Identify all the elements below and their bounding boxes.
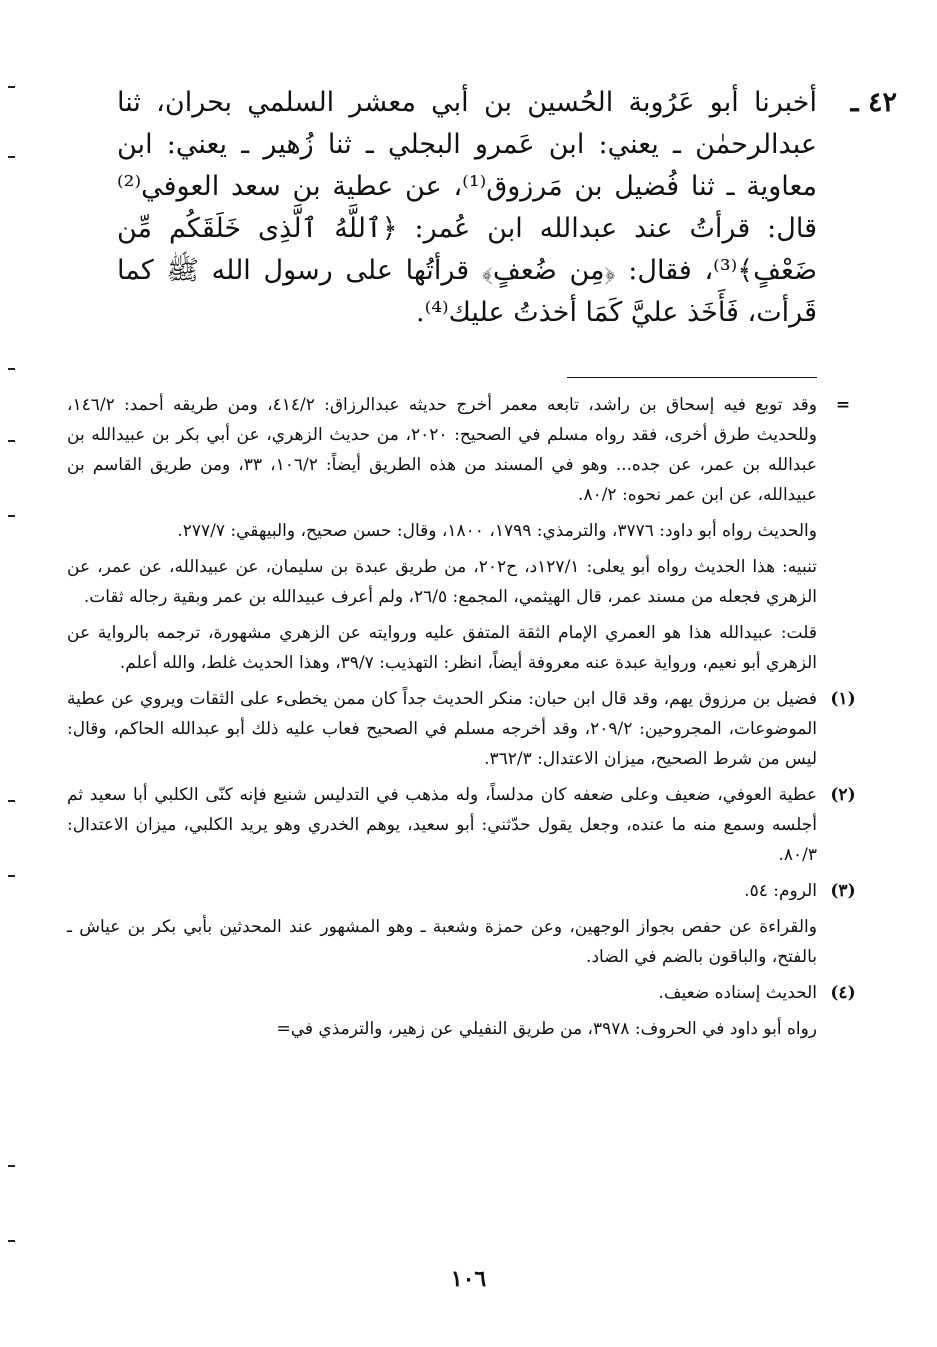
footnote-text: الحديث إسناده ضعيف.: [658, 983, 817, 1003]
footnote-text: عطية العوفي، ضعيف وعلى ضعفه كان مدلساً، وله مذهب في التدليس شنيع فإنه كنّى الكلبي أبا سعيد ثم أجلسه وسمع منه ما عنده، وجعل يقول حدّثني: أبو سعيد، يوهم الخدري وهو يريد الكلبي، ميزان الاعتدال: ٨٠/٣.: [67, 785, 817, 865]
footnote-text: الروم: ٥٤.: [744, 881, 817, 901]
footnote-number: (٣): [830, 881, 856, 901]
footnote-number: (٢): [830, 785, 856, 805]
margin-mark: [8, 875, 15, 877]
footnote-continuation: [67, 390, 851, 510]
footnote-text: رواه أبو داود في الحروف: ٣٩٧٨، من طريق النفيلي عن زهير، والترمذي في=: [276, 1019, 817, 1039]
footnote-paragraph: [67, 1014, 817, 1044]
footnote-paragraph: [67, 552, 817, 612]
footnote-text: والقراءة عن حفص بجواز الوجهين، وعن حمزة وشعبة ـ وهو المشهور عند المحدثين بأبي بكر بن عياش ـ بالفتح، والباقون بالضم في الضاد.: [67, 917, 817, 967]
hadith-paragraph: [117, 82, 897, 334]
footnote-number: =: [835, 395, 851, 415]
footnote-paragraph: [67, 618, 817, 678]
footnote-2: [67, 780, 856, 870]
margin-mark: [8, 1240, 15, 1242]
margin-mark: [8, 440, 15, 442]
hadith-number: ٤٢ ـ: [850, 87, 897, 118]
margin-mark: [8, 800, 15, 802]
margin-mark: [8, 515, 15, 517]
margin-mark: [8, 1165, 15, 1167]
footnote-text: فضيل بن مرزوق يهم، وقد قال ابن حبان: منكر الحديث جداً كان ممن يخطىء على الثقات ويروي عن عطية الموضوعات، المجروحين: ٢٠٩/٢، وقد أخرجه مسلم في الصحيح فعاب عليه ذلك أبو عبدالله الحاكم، وقال: ليس من شرط الصحيح، ميزان الاعتدال: ٣٦٢/٣.: [67, 689, 817, 769]
margin-mark: [8, 368, 15, 370]
footnote-text: وقد توبع فيه إسحاق بن راشد، تابعه معمر أخرج حديثه عبدالرزاق: ٤١٤/٢، ومن طريقه أحمد: ١٤٦/٢، وللحديث طرق أخرى، فقد رواه مسلم في الصحيح: ٢٠٢٠، من حديث الزهري، عن أبي بكر بن عبيدالله بن عبدالله بن عمر، عن جده... وهو في المسند من هذه الطريق أيضاً: ١٠٦/٢، ٣٣، ومن طريق القاسم بن عبيدالله، عن ابن عمر نحوه: ٨٠/٢.: [67, 395, 817, 505]
footnote-paragraph: [67, 516, 817, 546]
footnote-text: قلت: عبيدالله هذا هو العمري الإمام الثقة المتفق عليه وروايته عن الزهري مشهورة، ترجمه بالرواية عن الزهري أبو نعيم، ورواية عبدة عنه معروفة أيضاً، انظر: التهذيب: ٣٩/٧، وهذا الحديث غلط، والله أعلم.: [67, 623, 817, 673]
footnote-text: والحديث رواه أبو داود: ٣٧٧٦، والترمذي: ١٧٩٩، ١٨٠٠، وقال: حسن صحيح، والبيهقي: ٢٧٧/٧.: [177, 521, 817, 541]
footnote-number: (٤): [830, 983, 856, 1003]
hadith-text: أخبرنا أبو عَرُوبة الحُسين بن أبي معشر السلمي بحران، ثنا عبدالرحمٰن ـ يعني: ابن عَمرو البجلي ـ ثنا زُهير ـ يعني: ابن معاوية ـ ثنا فُضيل بن مَرزوق⁽¹⁾، عن عطية بن سعد العوفي⁽²⁾ قال: قرأتُ عند عبدالله ابن عُمر: ﴿ٱللَّهُ ٱلَّذِى خَلَقَكُم مِّن ضَعْفٍ﴾⁽³⁾، فقال: ﴿مِن ضُعفٍ﴾ قرأتُها على رسول الله ﷺ كما قَرأت، فَأَخَذ عليَّ كَمَا أخذتُ عليك⁽⁴⁾.: [117, 87, 817, 328]
page-number: ١٠٦: [450, 1266, 487, 1292]
footnote-4: [67, 978, 856, 1008]
margin-mark: [8, 156, 15, 158]
footnote-text: تنبيه: هذا الحديث رواه أبو يعلى: ١٢٧/١د، ح٢٠٢، من طريق عبدة بن سليمان، عن عبيدالله، عن عمر، عن الزهري فجعله من مسند عمر، قال الهيثمي، المجمع: ٢٦/٥، ولم أعرف عبيدالله بن عمر وبقية رجاله ثقات.: [67, 557, 818, 607]
footnote-3: [67, 876, 856, 906]
margin-mark: [8, 86, 15, 88]
footnotes: [67, 390, 856, 1050]
footnote-paragraph: [67, 912, 817, 972]
footnote-1: [67, 684, 856, 774]
footnote-number: (١): [830, 689, 856, 709]
footnote-separator: [567, 377, 817, 378]
